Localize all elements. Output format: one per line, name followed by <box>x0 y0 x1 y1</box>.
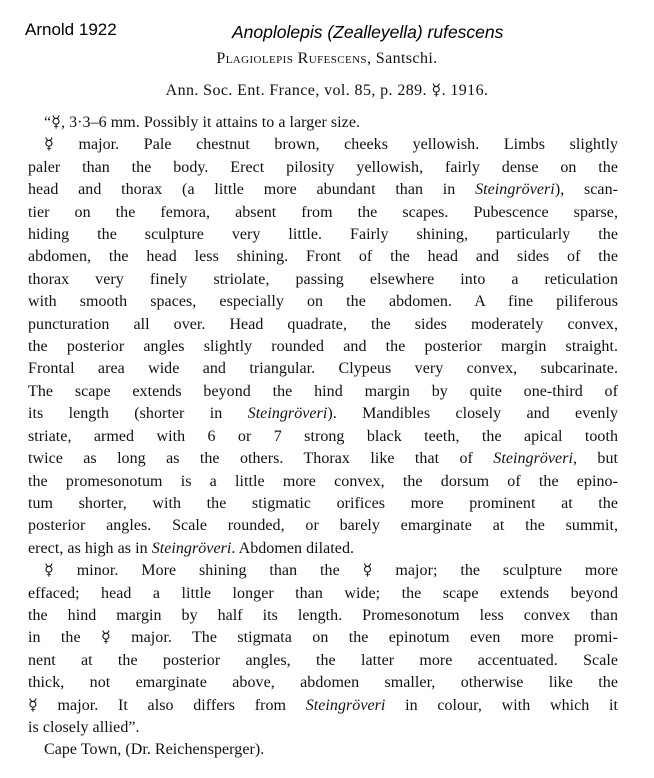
species-reference: Steingröveri <box>247 405 328 423</box>
species-reference: Steingröveri <box>151 539 232 557</box>
species-author: Santschi. <box>375 50 438 67</box>
text-line: Frontal area wide and triangular. Clypeus very convex, subcarinate. <box>28 360 618 378</box>
taxon-name-label: Anoplolepis (Zealleyella) rufescens <box>232 22 504 42</box>
text-line: head and thorax (a little more abundant than in Steingröveri), scan- <box>28 181 618 199</box>
text-line: striate, armed with 6 or 7 strong black teeth, the apical tooth <box>28 427 618 445</box>
text-line: the posterior angles slightly rounded and the posterior margin straight. <box>28 338 618 356</box>
species-genus: Plagiolepis <box>216 50 294 67</box>
species-heading <box>0 50 654 68</box>
species-epithet: Rufescens, <box>297 50 372 67</box>
text-line: posterior angles. Scale rounded, or barely emarginate at the summit, <box>28 517 618 535</box>
author-year-label: Arnold 1922 <box>25 20 117 39</box>
text-line: paler than the body. Erect pilosity yellowish, fairly dense on the <box>28 158 618 176</box>
text-line: abdomen, the head less shining. Front of the head and sides of the <box>28 248 618 266</box>
text-line: tier on the femora, absent from the scapes. Pubescence sparse, <box>28 203 618 221</box>
text-line: in the ☿ major. The stigmata on the epinotum even more promi- <box>28 629 618 647</box>
species-reference: Steingröveri <box>305 696 386 714</box>
text-line: ☿ minor. More shining than the ☿ major; the sculpture more <box>44 562 618 580</box>
text-line: the hind margin by half its length. Promesonotum less convex than <box>28 606 618 624</box>
text-line: ☿ major. Pale chestnut brown, cheeks yellowish. Limbs slightly <box>44 136 618 154</box>
text-line: hiding the sculpture very little. Fairly shining, particularly the <box>28 226 618 244</box>
locality-line: Cape Town, (Dr. Reichensperger). <box>44 741 265 759</box>
description-text <box>28 112 618 762</box>
text-line: ☿ major. It also differs from Steingröveri in colour, with which it <box>28 696 618 714</box>
text-line: thick, not emarginate above, abdomen smaller, otherwise like the <box>28 674 618 692</box>
text-line: its length (shorter in Steingröveri). Mandibles closely and evenly <box>28 405 619 423</box>
species-reference: Steingröveri <box>475 181 555 199</box>
text-line: puncturation all over. Head quadrate, the sides moderately convex, <box>28 315 618 333</box>
text-line: is closely allied”. <box>28 718 140 736</box>
text-line: erect, as high as in Steingröveri. Abdomen dilated. <box>28 539 355 557</box>
citation-line: Ann. Soc. Ent. France, vol. 85, p. 289. ☿. 1916. <box>165 82 489 99</box>
text-line: tum shorter, with the stigmatic orifices more prominent at the <box>28 494 618 512</box>
text-line: “☿, 3·3–6 mm. Possibly it attains to a larger size. <box>44 114 361 131</box>
text-line: thorax very finely striolate, passing elsewhere into a reticulation <box>28 270 618 288</box>
text-line: The scape extends beyond the hind margin by quite one-third of <box>28 382 618 400</box>
text-line: effaced; head a little longer than wide; the scape extends beyond <box>28 584 618 602</box>
text-line: with smooth spaces, especially on the abdomen. A fine piliferous <box>28 293 618 311</box>
species-reference: Steingröveri <box>493 450 573 468</box>
text-line: nent at the posterior angles, the latter more accentuated. Scale <box>28 651 618 669</box>
text-line: twice as long as the others. Thorax like that of Steingröveri, but <box>28 450 618 468</box>
text-line: the promesonotum is a little more convex, the dorsum of the epino- <box>28 472 618 490</box>
